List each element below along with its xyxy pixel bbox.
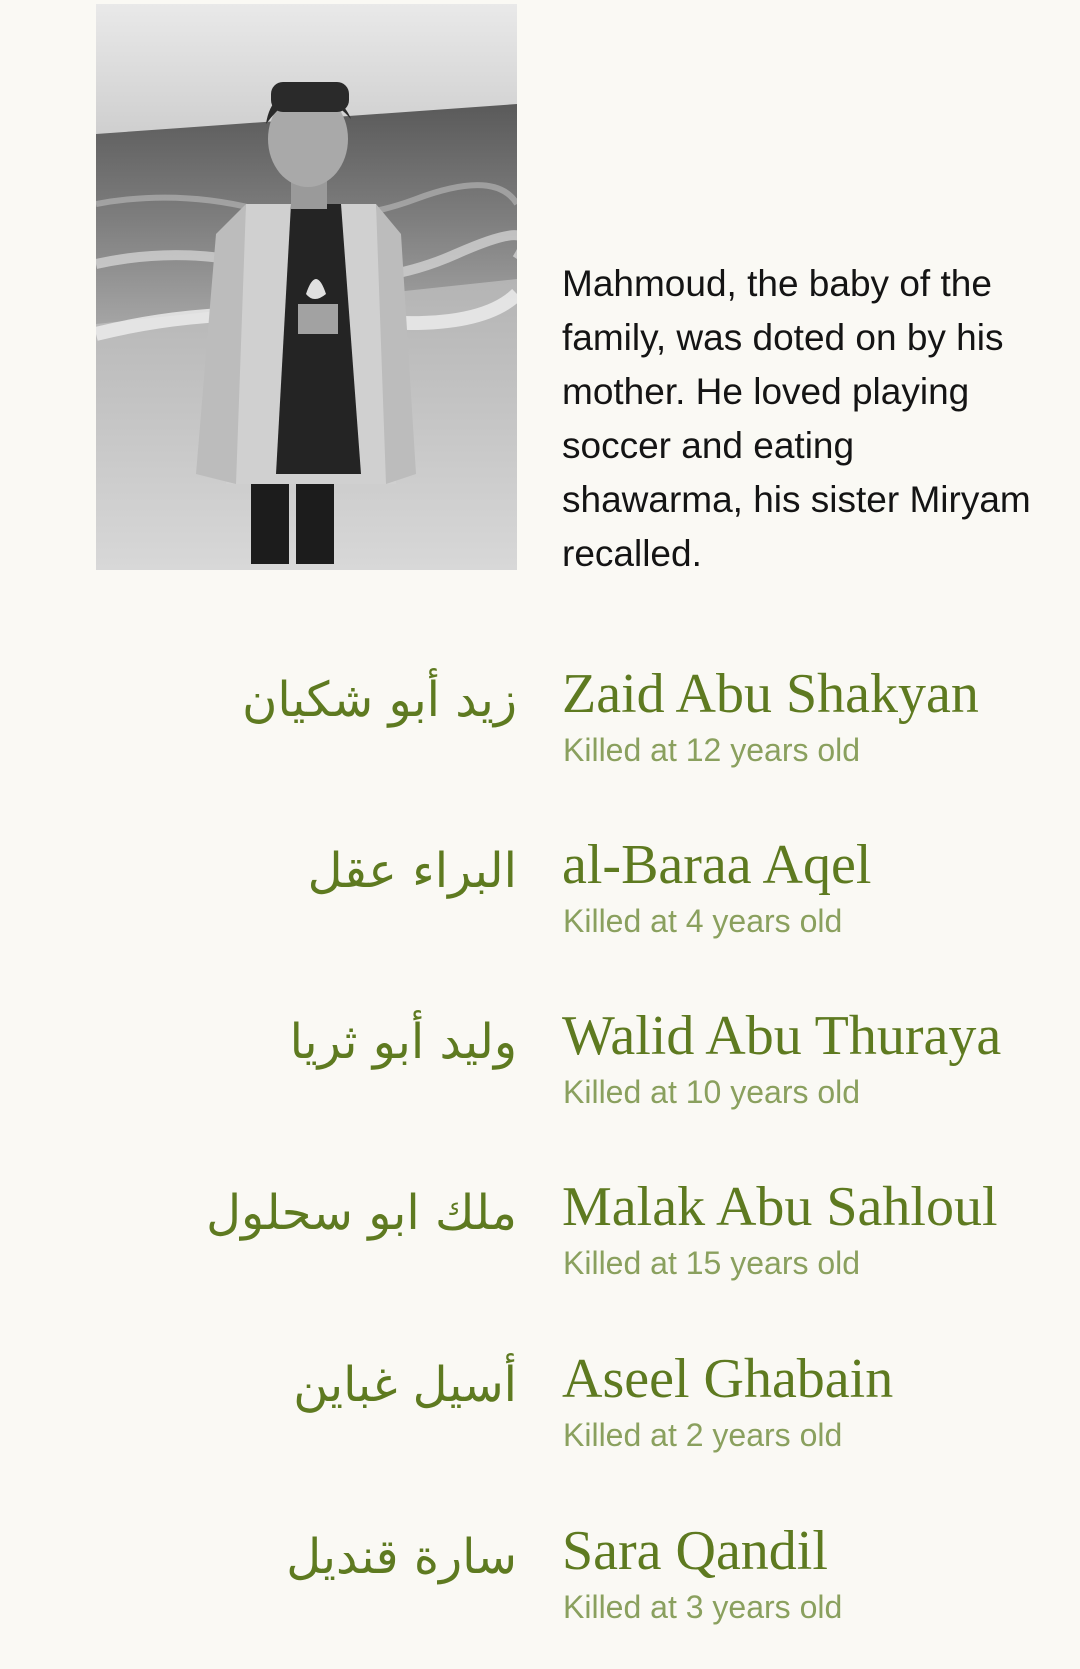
- victim-name: Sara Qandil: [562, 1520, 828, 1582]
- portrait-photo: [96, 4, 517, 570]
- arabic-name: البراء عقل: [307, 843, 517, 899]
- victim-age: Killed at 3 years old: [563, 1589, 843, 1625]
- victim-name: Malak Abu Sahloul: [562, 1176, 998, 1238]
- arabic-name: زيد أبو شكيان: [242, 672, 517, 728]
- victim-entry: [0, 1175, 1080, 1325]
- arabic-name: سارة قنديل: [286, 1529, 517, 1585]
- victim-age: Killed at 2 years old: [563, 1417, 843, 1453]
- victim-name: al-Baraa Aqel: [562, 834, 872, 896]
- arabic-name: ملك ابو سحلول: [206, 1185, 517, 1241]
- victim-entry: [0, 833, 1080, 983]
- victim-entry: [0, 1519, 1080, 1669]
- victim-age: Killed at 10 years old: [563, 1074, 861, 1110]
- victim-name: Walid Abu Thuraya: [562, 1005, 1002, 1067]
- victim-age: Killed at 4 years old: [563, 903, 843, 939]
- victim-entry: [0, 1004, 1080, 1154]
- victim-age: Killed at 15 years old: [563, 1245, 861, 1281]
- photo-caption: Mahmoud, the baby of the family, was doted on by his mother. He loved playing soccer and eating shawarma, his sister Miryam recalled.: [562, 263, 1031, 574]
- victim-name: Zaid Abu Shakyan: [562, 663, 979, 725]
- victim-name: Aseel Ghabain: [562, 1348, 894, 1410]
- arabic-name: وليد أبو ثريا: [289, 1014, 517, 1070]
- arabic-name: أسيل غباين: [293, 1357, 517, 1413]
- victim-age: Killed at 12 years old: [563, 732, 861, 768]
- boy-on-beach-image: [96, 4, 517, 570]
- victim-entry: [0, 1347, 1080, 1497]
- victim-entry: [0, 662, 1080, 812]
